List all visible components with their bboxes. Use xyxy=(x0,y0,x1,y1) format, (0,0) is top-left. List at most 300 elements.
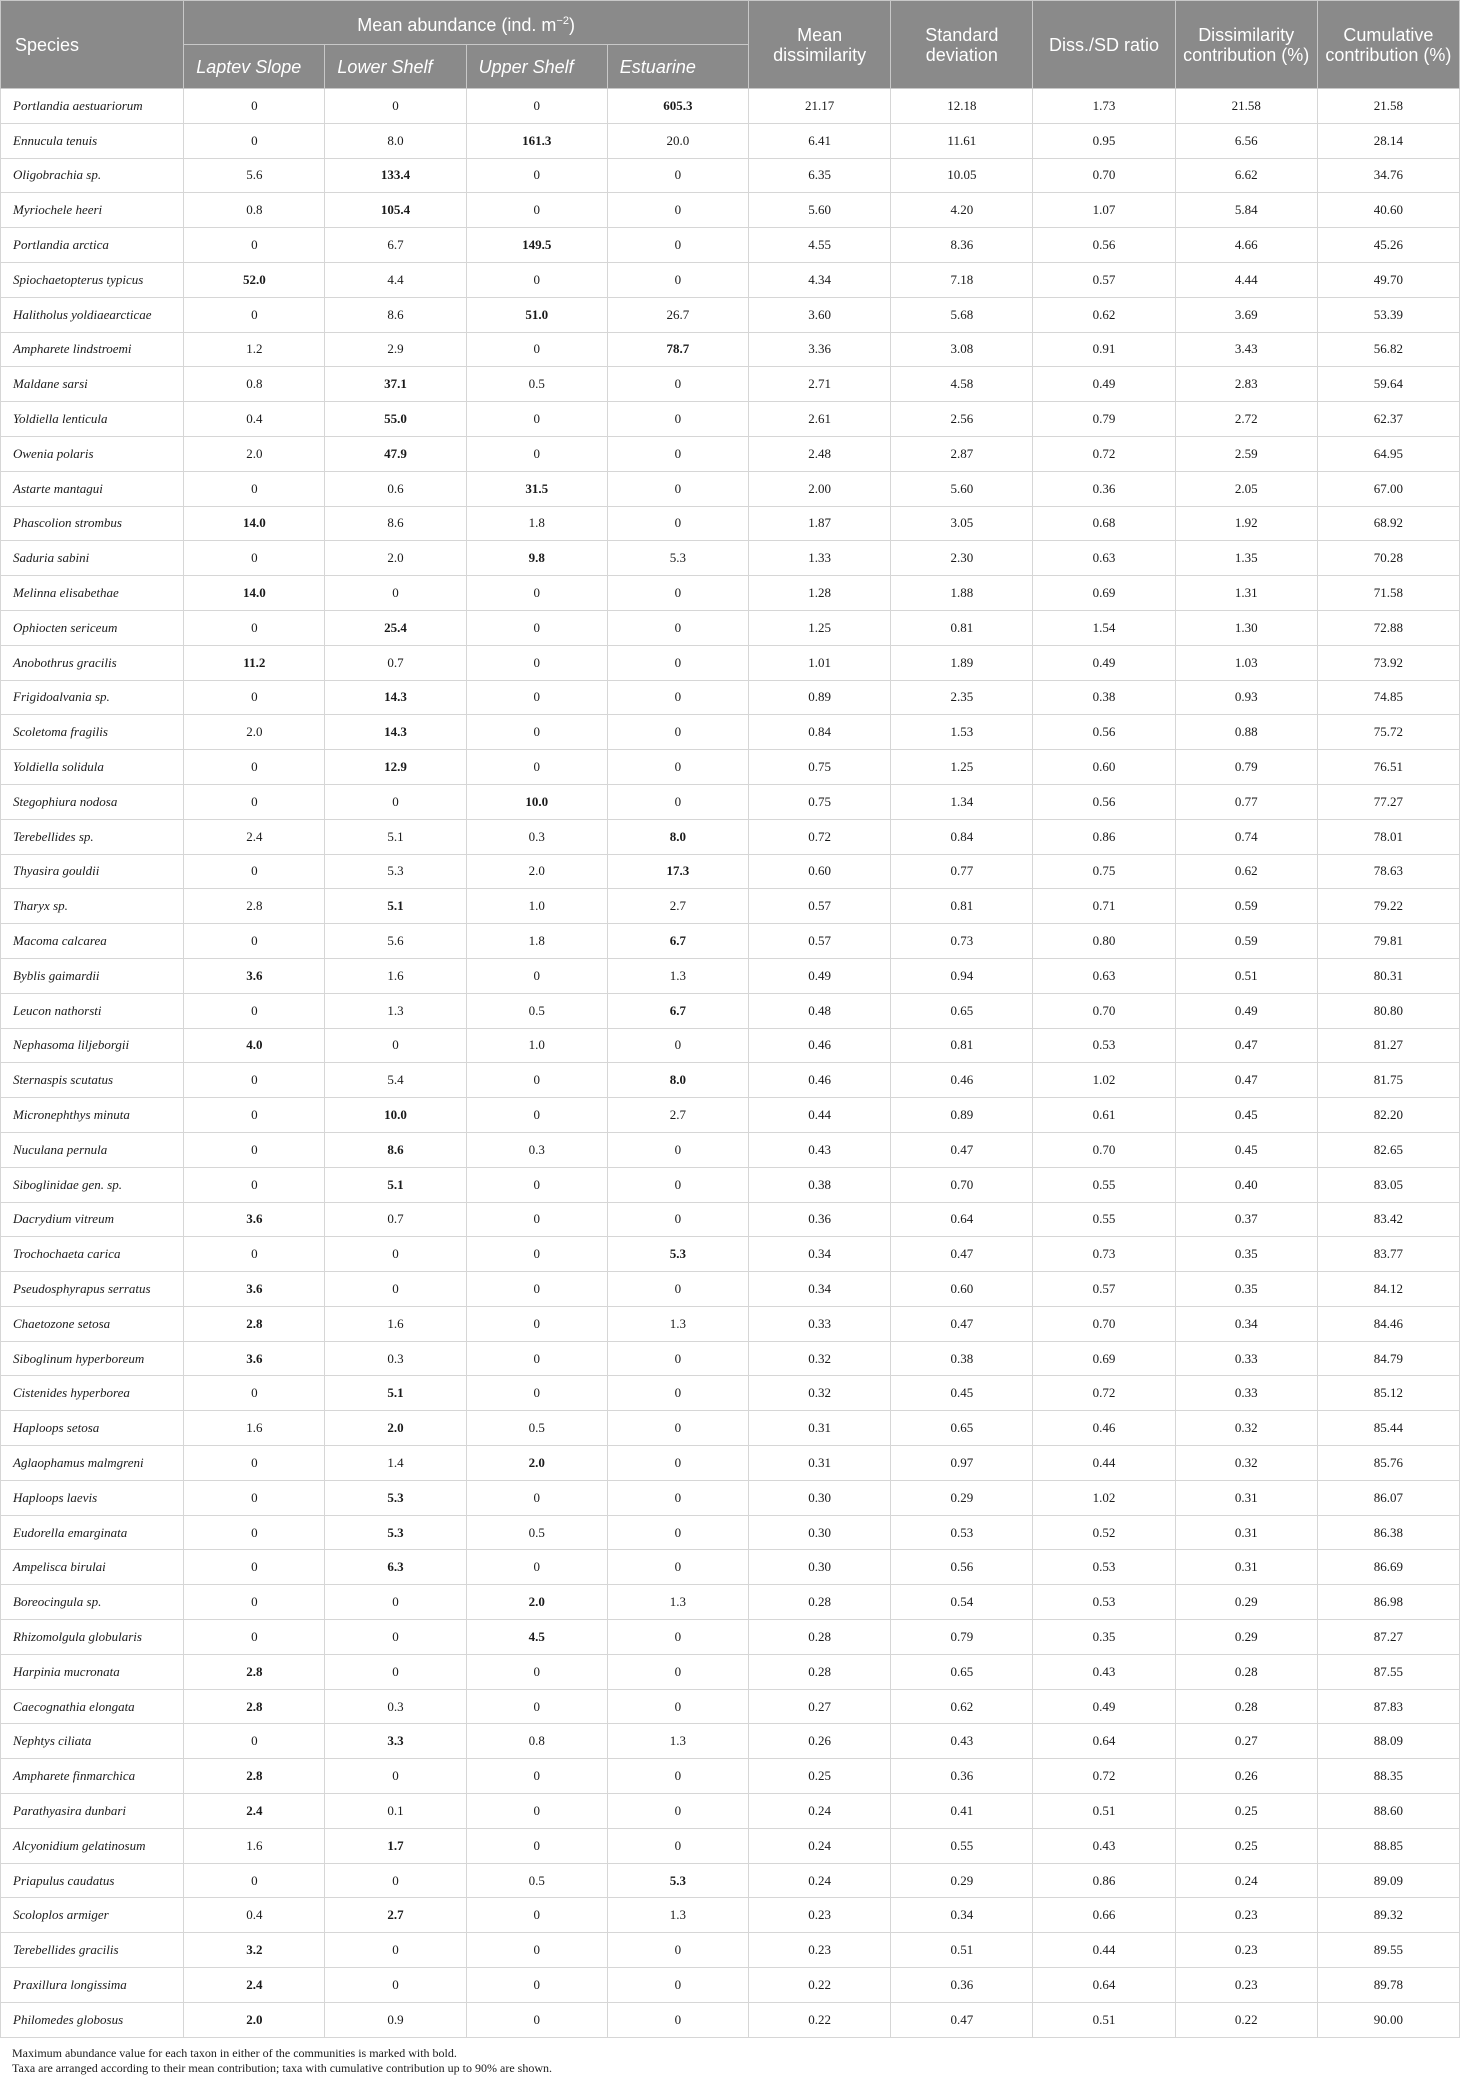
ratio-cell: 0.55 xyxy=(1033,1202,1175,1237)
abundance-estuarine-cell: 1.3 xyxy=(607,1724,748,1759)
ratio-cell: 0.72 xyxy=(1033,436,1175,471)
dissimilarity-contribution-cell: 1.03 xyxy=(1175,645,1317,680)
species-cell: Parathyasira dunbari xyxy=(1,1794,184,1829)
abundance-laptev-slope-cell: 2.4 xyxy=(184,1968,325,2003)
species-cell: Halitholus yoldiaearcticae xyxy=(1,297,184,332)
standard-deviation-cell: 0.36 xyxy=(891,1759,1033,1794)
ratio-cell: 0.91 xyxy=(1033,332,1175,367)
table-row xyxy=(1,1028,1460,1063)
abundance-lower-shelf-cell: 5.6 xyxy=(325,924,466,959)
table-row xyxy=(1,1098,1460,1133)
cumulative-contribution-cell: 85.12 xyxy=(1317,1376,1459,1411)
ratio-cell: 0.56 xyxy=(1033,228,1175,263)
table-row xyxy=(1,1306,1460,1341)
cumulative-contribution-cell: 49.70 xyxy=(1317,262,1459,297)
abundance-estuarine-cell: 0 xyxy=(607,1446,748,1481)
abundance-lower-shelf-cell: 4.4 xyxy=(325,262,466,297)
abundance-estuarine-cell: 0 xyxy=(607,193,748,228)
species-cell: Priapulus caudatus xyxy=(1,1863,184,1898)
dissimilarity-contribution-cell: 0.31 xyxy=(1175,1550,1317,1585)
standard-deviation-cell: 0.94 xyxy=(891,958,1033,993)
abundance-upper-shelf-cell: 0 xyxy=(466,1968,607,2003)
table-row xyxy=(1,1933,1460,1968)
cumulative-contribution-cell: 86.98 xyxy=(1317,1585,1459,1620)
table-row xyxy=(1,1272,1460,1307)
ratio-cell: 0.57 xyxy=(1033,1272,1175,1307)
cumulative-contribution-cell: 56.82 xyxy=(1317,332,1459,367)
cumulative-contribution-header: Cumulative contribution (%) xyxy=(1317,1,1459,89)
abundance-estuarine-cell: 0 xyxy=(607,1689,748,1724)
abundance-estuarine-cell: 0 xyxy=(607,645,748,680)
cumulative-contribution-cell: 81.75 xyxy=(1317,1063,1459,1098)
abundance-laptev-slope-cell: 0 xyxy=(184,1863,325,1898)
species-cell: Saduria sabini xyxy=(1,541,184,576)
cumulative-contribution-cell: 40.60 xyxy=(1317,193,1459,228)
dissimilarity-contribution-cell: 0.74 xyxy=(1175,819,1317,854)
standard-deviation-cell: 4.58 xyxy=(891,367,1033,402)
abundance-laptev-slope-cell: 0 xyxy=(184,1550,325,1585)
ratio-cell: 0.70 xyxy=(1033,993,1175,1028)
abundance-upper-shelf-cell: 0.5 xyxy=(466,993,607,1028)
cumulative-contribution-cell: 80.80 xyxy=(1317,993,1459,1028)
abundance-lower-shelf-cell: 2.9 xyxy=(325,332,466,367)
abundance-lower-shelf-cell: 0.1 xyxy=(325,1794,466,1829)
ratio-cell: 0.43 xyxy=(1033,1828,1175,1863)
table-row xyxy=(1,1063,1460,1098)
species-cell: Harpinia mucronata xyxy=(1,1654,184,1689)
abundance-estuarine-cell: 0 xyxy=(607,1132,748,1167)
mean-dissimilarity-cell: 4.55 xyxy=(749,228,891,263)
cumulative-contribution-cell: 72.88 xyxy=(1317,610,1459,645)
standard-deviation-cell: 0.89 xyxy=(891,1098,1033,1133)
abundance-upper-shelf-cell: 0 xyxy=(466,1759,607,1794)
cumulative-contribution-cell: 90.00 xyxy=(1317,2002,1459,2037)
table-row xyxy=(1,1480,1460,1515)
standard-deviation-cell: 0.46 xyxy=(891,1063,1033,1098)
abundance-laptev-slope-cell: 0 xyxy=(184,993,325,1028)
abundance-laptev-slope-cell: 3.2 xyxy=(184,1933,325,1968)
mean-dissimilarity-cell: 1.87 xyxy=(749,506,891,541)
species-cell: Dacrydium vitreum xyxy=(1,1202,184,1237)
cumulative-contribution-cell: 76.51 xyxy=(1317,750,1459,785)
dissimilarity-contribution-cell: 3.69 xyxy=(1175,297,1317,332)
ratio-cell: 0.51 xyxy=(1033,1794,1175,1829)
abundance-upper-shelf-cell: 0 xyxy=(466,1272,607,1307)
standard-deviation-cell: 0.36 xyxy=(891,1968,1033,2003)
cumulative-contribution-cell: 83.42 xyxy=(1317,1202,1459,1237)
abundance-lower-shelf-cell: 105.4 xyxy=(325,193,466,228)
standard-deviation-cell: 0.47 xyxy=(891,1237,1033,1272)
standard-deviation-cell: 0.29 xyxy=(891,1480,1033,1515)
ratio-cell: 0.36 xyxy=(1033,471,1175,506)
table-row xyxy=(1,123,1460,158)
dissimilarity-contribution-cell: 0.28 xyxy=(1175,1689,1317,1724)
mean-dissimilarity-cell: 0.28 xyxy=(749,1654,891,1689)
ratio-cell: 0.52 xyxy=(1033,1515,1175,1550)
table-row xyxy=(1,1759,1460,1794)
table-row xyxy=(1,262,1460,297)
dissimilarity-contribution-cell: 0.31 xyxy=(1175,1515,1317,1550)
dissimilarity-contribution-cell: 4.66 xyxy=(1175,228,1317,263)
dissimilarity-contribution-cell: 0.32 xyxy=(1175,1411,1317,1446)
species-cell: Ampharete finmarchica xyxy=(1,1759,184,1794)
mean-dissimilarity-cell: 1.25 xyxy=(749,610,891,645)
table-body xyxy=(1,89,1460,2038)
abundance-upper-shelf-cell: 0 xyxy=(466,402,607,437)
abundance-estuarine-cell: 5.3 xyxy=(607,1237,748,1272)
cumulative-contribution-cell: 89.09 xyxy=(1317,1863,1459,1898)
table-row xyxy=(1,332,1460,367)
abundance-upper-shelf-cell: 0 xyxy=(466,89,607,124)
dissimilarity-contribution-cell: 0.59 xyxy=(1175,924,1317,959)
dissimilarity-contribution-cell: 0.35 xyxy=(1175,1237,1317,1272)
dissimilarity-contribution-cell: 0.79 xyxy=(1175,750,1317,785)
abundance-upper-shelf-cell: 0 xyxy=(466,332,607,367)
species-cell: Aglaophamus malmgreni xyxy=(1,1446,184,1481)
cumulative-contribution-cell: 88.60 xyxy=(1317,1794,1459,1829)
abundance-estuarine-cell: 6.7 xyxy=(607,993,748,1028)
dissimilarity-contribution-cell: 0.25 xyxy=(1175,1794,1317,1829)
table-row xyxy=(1,1863,1460,1898)
cumulative-contribution-cell: 85.76 xyxy=(1317,1446,1459,1481)
standard-deviation-cell: 0.65 xyxy=(891,993,1033,1028)
abundance-estuarine-cell: 0 xyxy=(607,1654,748,1689)
standard-deviation-cell: 0.97 xyxy=(891,1446,1033,1481)
standard-deviation-cell: 0.41 xyxy=(891,1794,1033,1829)
dissimilarity-contribution-cell: 0.22 xyxy=(1175,2002,1317,2037)
mean-dissimilarity-cell: 0.75 xyxy=(749,784,891,819)
standard-deviation-cell: 2.87 xyxy=(891,436,1033,471)
cumulative-contribution-cell: 59.64 xyxy=(1317,367,1459,402)
abundance-upper-shelf-cell: 0 xyxy=(466,576,607,611)
ratio-cell: 1.02 xyxy=(1033,1063,1175,1098)
cumulative-contribution-cell: 45.26 xyxy=(1317,228,1459,263)
abundance-lower-shelf-cell: 6.7 xyxy=(325,228,466,263)
table-row xyxy=(1,1654,1460,1689)
abundance-upper-shelf-cell: 0 xyxy=(466,1306,607,1341)
mean-dissimilarity-cell: 2.61 xyxy=(749,402,891,437)
table-row xyxy=(1,854,1460,889)
mean-dissimilarity-cell: 0.24 xyxy=(749,1794,891,1829)
abundance-estuarine-cell: 605.3 xyxy=(607,89,748,124)
ratio-cell: 0.62 xyxy=(1033,297,1175,332)
standard-deviation-cell: 0.43 xyxy=(891,1724,1033,1759)
abundance-laptev-slope-cell: 2.0 xyxy=(184,715,325,750)
abundance-upper-shelf-cell: 9.8 xyxy=(466,541,607,576)
abundance-lower-shelf-cell: 5.1 xyxy=(325,889,466,924)
cumulative-contribution-cell: 82.20 xyxy=(1317,1098,1459,1133)
species-cell: Terebellides sp. xyxy=(1,819,184,854)
abundance-laptev-slope-cell: 0 xyxy=(184,1515,325,1550)
abundance-estuarine-cell: 0 xyxy=(607,402,748,437)
standard-deviation-cell: 1.89 xyxy=(891,645,1033,680)
dissimilarity-contribution-cell: 0.40 xyxy=(1175,1167,1317,1202)
abundance-upper-shelf-cell: 1.8 xyxy=(466,924,607,959)
mean-dissimilarity-cell: 0.89 xyxy=(749,680,891,715)
mean-dissimilarity-cell: 0.28 xyxy=(749,1585,891,1620)
abundance-estuarine-cell: 0 xyxy=(607,576,748,611)
mean-dissimilarity-cell: 0.24 xyxy=(749,1863,891,1898)
abundance-estuarine-cell: 0 xyxy=(607,1933,748,1968)
ratio-cell: 0.66 xyxy=(1033,1898,1175,1933)
abundance-laptev-slope-cell: 0 xyxy=(184,1585,325,1620)
cumulative-contribution-cell: 88.09 xyxy=(1317,1724,1459,1759)
abundance-laptev-slope-cell: 2.8 xyxy=(184,1759,325,1794)
abundance-upper-shelf-cell: 2.0 xyxy=(466,854,607,889)
abundance-upper-shelf-cell: 0 xyxy=(466,2002,607,2037)
mean-dissimilarity-cell: 0.43 xyxy=(749,1132,891,1167)
dissimilarity-contribution-cell: 0.24 xyxy=(1175,1863,1317,1898)
standard-deviation-cell: 11.61 xyxy=(891,123,1033,158)
ratio-cell: 0.79 xyxy=(1033,402,1175,437)
abundance-lower-shelf-cell: 1.7 xyxy=(325,1828,466,1863)
abundance-laptev-slope-cell: 0.8 xyxy=(184,193,325,228)
table-row xyxy=(1,784,1460,819)
ratio-cell: 0.51 xyxy=(1033,2002,1175,2037)
mean-abundance-label: Mean abundance (ind. m xyxy=(357,14,557,35)
ratio-cell: 0.56 xyxy=(1033,784,1175,819)
abundance-upper-shelf-cell: 4.5 xyxy=(466,1620,607,1655)
dissimilarity-contribution-header: Dissimilarity contribution (%) xyxy=(1175,1,1317,89)
mean-dissimilarity-cell: 0.31 xyxy=(749,1446,891,1481)
standard-deviation-cell: 0.47 xyxy=(891,1306,1033,1341)
abundance-estuarine-cell: 0 xyxy=(607,228,748,263)
table-row xyxy=(1,1202,1460,1237)
mean-dissimilarity-cell: 2.71 xyxy=(749,367,891,402)
abundance-laptev-slope-cell: 0 xyxy=(184,1620,325,1655)
dissimilarity-contribution-cell: 0.93 xyxy=(1175,680,1317,715)
abundance-upper-shelf-cell: 0 xyxy=(466,1167,607,1202)
table-row xyxy=(1,1167,1460,1202)
ratio-cell: 0.70 xyxy=(1033,1306,1175,1341)
cumulative-contribution-cell: 88.85 xyxy=(1317,1828,1459,1863)
abundance-laptev-slope-cell: 0.4 xyxy=(184,1898,325,1933)
mean-dissimilarity-cell: 0.30 xyxy=(749,1480,891,1515)
abundance-estuarine-cell: 0 xyxy=(607,1272,748,1307)
abundance-estuarine-cell: 1.3 xyxy=(607,1306,748,1341)
standard-deviation-cell: 0.54 xyxy=(891,1585,1033,1620)
species-cell: Anobothrus gracilis xyxy=(1,645,184,680)
abundance-estuarine-cell: 0 xyxy=(607,715,748,750)
species-cell: Leucon nathorsti xyxy=(1,993,184,1028)
species-cell: Haploops laevis xyxy=(1,1480,184,1515)
mean-dissimilarity-cell: 5.60 xyxy=(749,193,891,228)
abundance-lower-shelf-cell: 0.7 xyxy=(325,1202,466,1237)
abundance-laptev-slope-cell: 52.0 xyxy=(184,262,325,297)
abundance-lower-shelf-cell: 2.7 xyxy=(325,1898,466,1933)
cumulative-contribution-cell: 87.55 xyxy=(1317,1654,1459,1689)
abundance-lower-shelf-cell: 3.3 xyxy=(325,1724,466,1759)
abundance-upper-shelf-cell: 0.5 xyxy=(466,367,607,402)
abundance-lower-shelf-cell: 5.3 xyxy=(325,1515,466,1550)
dissimilarity-contribution-cell: 1.92 xyxy=(1175,506,1317,541)
mean-dissimilarity-cell: 0.27 xyxy=(749,1689,891,1724)
abundance-upper-shelf-cell: 149.5 xyxy=(466,228,607,263)
abundance-estuarine-cell: 1.3 xyxy=(607,1898,748,1933)
abundance-lower-shelf-cell: 1.3 xyxy=(325,993,466,1028)
table-row xyxy=(1,228,1460,263)
ratio-cell: 0.80 xyxy=(1033,924,1175,959)
abundance-lower-shelf-cell: 0 xyxy=(325,1028,466,1063)
abundance-estuarine-cell: 0 xyxy=(607,1411,748,1446)
abundance-estuarine-cell: 0 xyxy=(607,367,748,402)
ratio-cell: 0.71 xyxy=(1033,889,1175,924)
mean-dissimilarity-cell: 4.34 xyxy=(749,262,891,297)
abundance-estuarine-cell: 0 xyxy=(607,1794,748,1829)
mean-dissimilarity-cell: 0.38 xyxy=(749,1167,891,1202)
species-cell: Praxillura longissima xyxy=(1,1968,184,2003)
table-row xyxy=(1,1411,1460,1446)
abundance-laptev-slope-cell: 0 xyxy=(184,228,325,263)
dissimilarity-contribution-cell: 1.35 xyxy=(1175,541,1317,576)
standard-deviation-cell: 2.35 xyxy=(891,680,1033,715)
ratio-cell: 0.63 xyxy=(1033,958,1175,993)
ratio-cell: 0.63 xyxy=(1033,541,1175,576)
cumulative-contribution-cell: 62.37 xyxy=(1317,402,1459,437)
dissimilarity-contribution-cell: 6.62 xyxy=(1175,158,1317,193)
ratio-cell: 0.49 xyxy=(1033,367,1175,402)
abundance-estuarine-cell: 0 xyxy=(607,158,748,193)
abundance-estuarine-cell: 26.7 xyxy=(607,297,748,332)
cumulative-contribution-cell: 78.01 xyxy=(1317,819,1459,854)
species-cell: Astarte mantagui xyxy=(1,471,184,506)
abundance-lower-shelf-cell: 0 xyxy=(325,1620,466,1655)
ratio-cell: 0.49 xyxy=(1033,645,1175,680)
abundance-estuarine-cell: 0 xyxy=(607,750,748,785)
dissimilarity-contribution-cell: 0.27 xyxy=(1175,1724,1317,1759)
abundance-upper-shelf-cell: 0 xyxy=(466,1550,607,1585)
abundance-upper-shelf-cell: 0 xyxy=(466,715,607,750)
abundance-estuarine-cell: 5.3 xyxy=(607,1863,748,1898)
abundance-laptev-slope-cell: 0 xyxy=(184,1376,325,1411)
ratio-cell: 1.02 xyxy=(1033,1480,1175,1515)
cumulative-contribution-cell: 86.38 xyxy=(1317,1515,1459,1550)
abundance-estuarine-cell: 0 xyxy=(607,784,748,819)
mean-dissimilarity-cell: 3.36 xyxy=(749,332,891,367)
abundance-lower-shelf-cell: 0 xyxy=(325,1968,466,2003)
abundance-estuarine-cell: 0 xyxy=(607,680,748,715)
mean-dissimilarity-cell: 0.75 xyxy=(749,750,891,785)
species-cell: Pseudosphyrapus serratus xyxy=(1,1272,184,1307)
abundance-estuarine-cell: 0 xyxy=(607,1202,748,1237)
cumulative-contribution-cell: 70.28 xyxy=(1317,541,1459,576)
abundance-upper-shelf-cell: 51.0 xyxy=(466,297,607,332)
abundance-lower-shelf-cell: 5.4 xyxy=(325,1063,466,1098)
abundance-upper-shelf-cell: 0 xyxy=(466,750,607,785)
cumulative-contribution-cell: 80.31 xyxy=(1317,958,1459,993)
abundance-upper-shelf-cell: 0.5 xyxy=(466,1515,607,1550)
mean-dissimilarity-cell: 0.72 xyxy=(749,819,891,854)
dissimilarity-contribution-cell: 0.77 xyxy=(1175,784,1317,819)
abundance-lower-shelf-cell: 0 xyxy=(325,1863,466,1898)
mean-dissimilarity-cell: 0.32 xyxy=(749,1341,891,1376)
species-cell: Trochochaeta carica xyxy=(1,1237,184,1272)
table-row xyxy=(1,645,1460,680)
species-cell: Nephtys ciliata xyxy=(1,1724,184,1759)
mean-dissimilarity-cell: 2.00 xyxy=(749,471,891,506)
abundance-upper-shelf-cell: 0 xyxy=(466,958,607,993)
abundance-estuarine-cell: 0 xyxy=(607,436,748,471)
ratio-cell: 1.07 xyxy=(1033,193,1175,228)
table-row xyxy=(1,576,1460,611)
mean-dissimilarity-cell: 0.84 xyxy=(749,715,891,750)
mean-dissimilarity-cell: 0.49 xyxy=(749,958,891,993)
abundance-lower-shelf-cell: 55.0 xyxy=(325,402,466,437)
standard-deviation-cell: 0.70 xyxy=(891,1167,1033,1202)
mean-dissimilarity-cell: 0.33 xyxy=(749,1306,891,1341)
ratio-header: Diss./SD ratio xyxy=(1033,1,1175,89)
abundance-laptev-slope-cell: 2.8 xyxy=(184,889,325,924)
standard-deviation-cell: 0.55 xyxy=(891,1828,1033,1863)
standard-deviation-cell: 1.34 xyxy=(891,784,1033,819)
table-row xyxy=(1,1620,1460,1655)
dissimilarity-contribution-cell: 3.43 xyxy=(1175,332,1317,367)
abundance-laptev-slope-cell: 2.4 xyxy=(184,819,325,854)
community-header-lower-shelf: Lower Shelf xyxy=(325,45,466,89)
species-cell: Maldane sarsi xyxy=(1,367,184,402)
cumulative-contribution-cell: 82.65 xyxy=(1317,1132,1459,1167)
species-cell: Nephasoma liljeborgii xyxy=(1,1028,184,1063)
species-cell: Yoldiella lenticula xyxy=(1,402,184,437)
standard-deviation-cell: 0.77 xyxy=(891,854,1033,889)
cumulative-contribution-cell: 28.14 xyxy=(1317,123,1459,158)
mean-abundance-tail: ) xyxy=(568,14,575,35)
species-cell: Rhizomolgula globularis xyxy=(1,1620,184,1655)
ratio-cell: 0.73 xyxy=(1033,1237,1175,1272)
species-cell: Portlandia aestuariorum xyxy=(1,89,184,124)
abundance-laptev-slope-cell: 0 xyxy=(184,1237,325,1272)
abundance-estuarine-cell: 1.3 xyxy=(607,1585,748,1620)
species-cell: Ampharete lindstroemi xyxy=(1,332,184,367)
abundance-laptev-slope-cell: 3.6 xyxy=(184,1341,325,1376)
dissimilarity-contribution-cell: 0.47 xyxy=(1175,1063,1317,1098)
species-cell: Sternaspis scutatus xyxy=(1,1063,184,1098)
mean-dissimilarity-cell: 0.30 xyxy=(749,1550,891,1585)
standard-deviation-cell: 10.05 xyxy=(891,158,1033,193)
abundance-upper-shelf-cell: 2.0 xyxy=(466,1446,607,1481)
cumulative-contribution-cell: 79.81 xyxy=(1317,924,1459,959)
dissimilarity-contribution-cell: 0.32 xyxy=(1175,1446,1317,1481)
ratio-cell: 0.49 xyxy=(1033,1689,1175,1724)
species-cell: Boreocingula sp. xyxy=(1,1585,184,1620)
mean-dissimilarity-cell: 0.36 xyxy=(749,1202,891,1237)
species-cell: Haploops setosa xyxy=(1,1411,184,1446)
mean-dissimilarity-cell: 3.60 xyxy=(749,297,891,332)
species-cell: Myriochele heeri xyxy=(1,193,184,228)
abundance-laptev-slope-cell: 0 xyxy=(184,924,325,959)
abundance-laptev-slope-cell: 0 xyxy=(184,471,325,506)
species-cell: Scoloplos armiger xyxy=(1,1898,184,1933)
table-row xyxy=(1,1898,1460,1933)
standard-deviation-cell: 0.62 xyxy=(891,1689,1033,1724)
community-header-upper-shelf: Upper Shelf xyxy=(466,45,607,89)
abundance-estuarine-cell: 0 xyxy=(607,262,748,297)
table-row xyxy=(1,924,1460,959)
abundance-lower-shelf-cell: 6.3 xyxy=(325,1550,466,1585)
standard-deviation-cell: 0.56 xyxy=(891,1550,1033,1585)
mean-dissimilarity-cell: 6.35 xyxy=(749,158,891,193)
abundance-lower-shelf-cell: 0 xyxy=(325,1759,466,1794)
mean-dissimilarity-cell: 21.17 xyxy=(749,89,891,124)
table-row xyxy=(1,158,1460,193)
cumulative-contribution-cell: 53.39 xyxy=(1317,297,1459,332)
table-row xyxy=(1,1446,1460,1481)
species-cell: Scoletoma fragilis xyxy=(1,715,184,750)
species-cell: Chaetozone setosa xyxy=(1,1306,184,1341)
standard-deviation-cell: 1.88 xyxy=(891,576,1033,611)
dissimilarity-contribution-cell: 2.59 xyxy=(1175,436,1317,471)
ratio-cell: 0.86 xyxy=(1033,1863,1175,1898)
